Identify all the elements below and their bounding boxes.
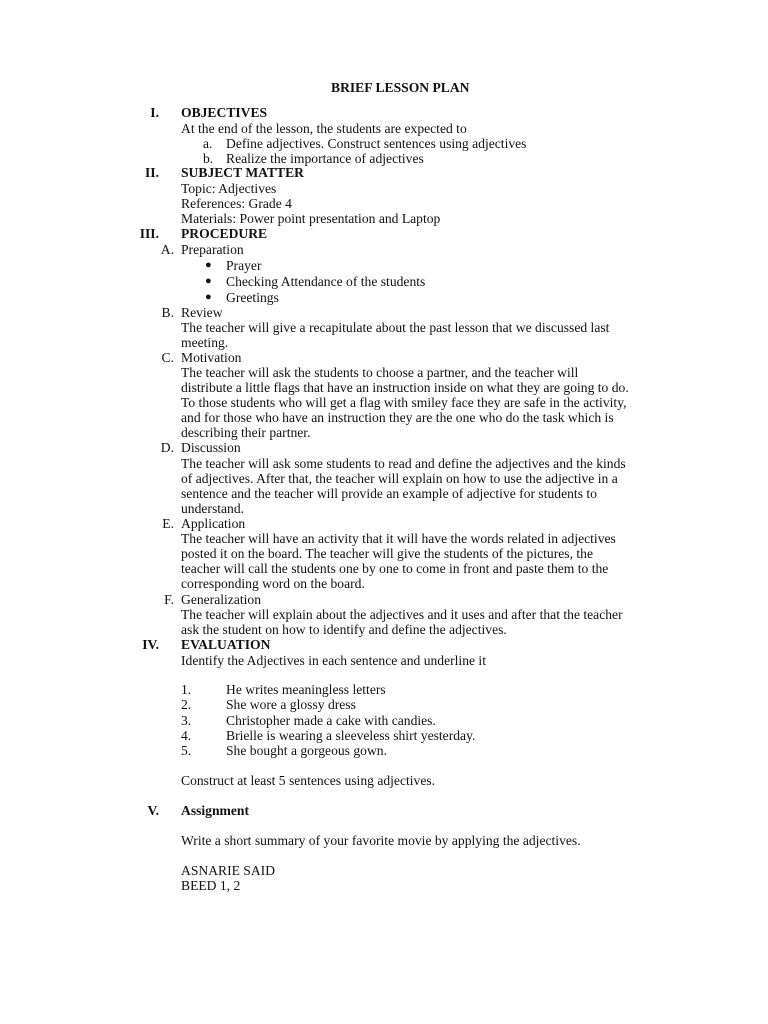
document-title: BRIEF LESSON PLAN <box>331 80 470 95</box>
objectives-intro: At the end of the lesson, the students are expected to <box>181 121 467 136</box>
step-label-discussion: Discussion <box>181 440 241 455</box>
application-text-line: posted it on the board. The teacher will give the students of the pictures, the <box>181 546 593 561</box>
evaluation-item-number: 3. <box>181 713 192 728</box>
preparation-item: Checking Attendance of the students <box>226 274 426 289</box>
motivation-text-line: and for those who have an instruction they are the one who do the task which is <box>181 410 614 425</box>
motivation-text-line: To those students who will get a flag with smiley face they are safe in the activity, <box>181 395 627 410</box>
subject-materials: Materials: Power point presentation and Laptop <box>181 211 441 226</box>
evaluation-item-number: 5. <box>181 743 192 758</box>
step-marker: E. <box>162 516 174 531</box>
bullet-icon: ● <box>205 259 212 271</box>
evaluation-item: She bought a gorgeous gown. <box>226 743 387 758</box>
discussion-text-line: sentence and the teacher will provide an example of adjective for students to <box>181 486 597 501</box>
section-numeral-procedure: III. <box>139 226 159 241</box>
section-heading-subject-matter: SUBJECT MATTER <box>181 165 305 180</box>
author-name: ASNARIE SAID <box>181 863 276 878</box>
evaluation-item: Brielle is wearing a sleeveless shirt yesterday. <box>226 728 476 743</box>
discussion-text-line: understand. <box>181 501 245 516</box>
motivation-text-line: The teacher will ask the students to choose a partner, and the teacher will <box>181 365 579 380</box>
step-label-application: Application <box>181 516 246 531</box>
section-numeral-assignment: V. <box>147 803 159 818</box>
subject-references: References: Grade 4 <box>181 196 292 211</box>
evaluation-item-number: 1. <box>181 682 192 697</box>
objective-item: Realize the importance of adjectives <box>226 151 424 166</box>
bullet-icon: ● <box>205 275 212 287</box>
author-course: BEED 1, 2 <box>181 878 241 893</box>
evaluation-item: Christopher made a cake with candies. <box>226 713 436 728</box>
review-text-line: The teacher will give a recapitulate about the past lesson that we discussed last <box>181 320 610 335</box>
objective-marker: a. <box>203 136 213 151</box>
section-heading-objectives: OBJECTIVES <box>181 105 268 120</box>
generalization-text-line: The teacher will explain about the adjectives and it uses and after that the teacher <box>181 607 623 622</box>
preparation-item: Prayer <box>226 258 262 273</box>
application-text-line: The teacher will have an activity that it will have the words related in adjectives <box>181 531 616 546</box>
step-marker: A. <box>160 242 174 257</box>
step-label-preparation: Preparation <box>181 242 244 257</box>
evaluation-construct: Construct at least 5 sentences using adjectives. <box>181 773 436 788</box>
section-numeral-evaluation: IV. <box>142 637 159 652</box>
bullet-icon: ● <box>205 291 212 303</box>
generalization-text-line: ask the student on how to identify and define the adjectives. <box>181 622 507 637</box>
application-text-line: corresponding word on the board. <box>181 576 365 591</box>
discussion-text-line: of adjectives. After that, the teacher will explain on how to use the adjective in a <box>181 471 618 486</box>
evaluation-item: She wore a glossy dress <box>226 697 356 712</box>
step-marker: B. <box>161 305 174 320</box>
step-marker: D. <box>160 440 174 455</box>
step-label-generalization: Generalization <box>181 592 262 607</box>
step-label-motivation: Motivation <box>181 350 242 365</box>
objective-marker: b. <box>203 151 214 166</box>
evaluation-item: He writes meaningless letters <box>226 682 386 697</box>
step-marker: C. <box>161 350 174 365</box>
subject-topic: Topic: Adjectives <box>181 181 277 196</box>
objective-item: Define adjectives. Construct sentences using adjectives <box>226 136 527 151</box>
motivation-text-line: describing their partner. <box>181 425 311 440</box>
evaluation-instruction: Identify the Adjectives in each sentence and underline it <box>181 653 486 668</box>
section-heading-evaluation: EVALUATION <box>181 637 271 652</box>
assignment-text: Write a short summary of your favorite movie by applying the adjectives. <box>181 833 581 848</box>
step-marker: F. <box>164 592 174 607</box>
application-text-line: teacher will call the students one by one to come in front and paste them to the <box>181 561 609 576</box>
step-label-review: Review <box>181 305 223 320</box>
evaluation-item-number: 2. <box>181 697 192 712</box>
section-numeral-objectives: I. <box>150 105 159 120</box>
discussion-text-line: The teacher will ask some students to read and define the adjectives and the kinds <box>181 456 626 471</box>
evaluation-item-number: 4. <box>181 728 192 743</box>
preparation-item: Greetings <box>226 290 279 305</box>
review-text-line: meeting. <box>181 335 229 350</box>
section-numeral-subject-matter: II. <box>145 165 159 180</box>
motivation-text-line: distribute a little flags that have an instruction inside on what they are going to do. <box>181 380 629 395</box>
section-heading-assignment: Assignment <box>181 803 249 818</box>
section-heading-procedure: PROCEDURE <box>181 226 268 241</box>
